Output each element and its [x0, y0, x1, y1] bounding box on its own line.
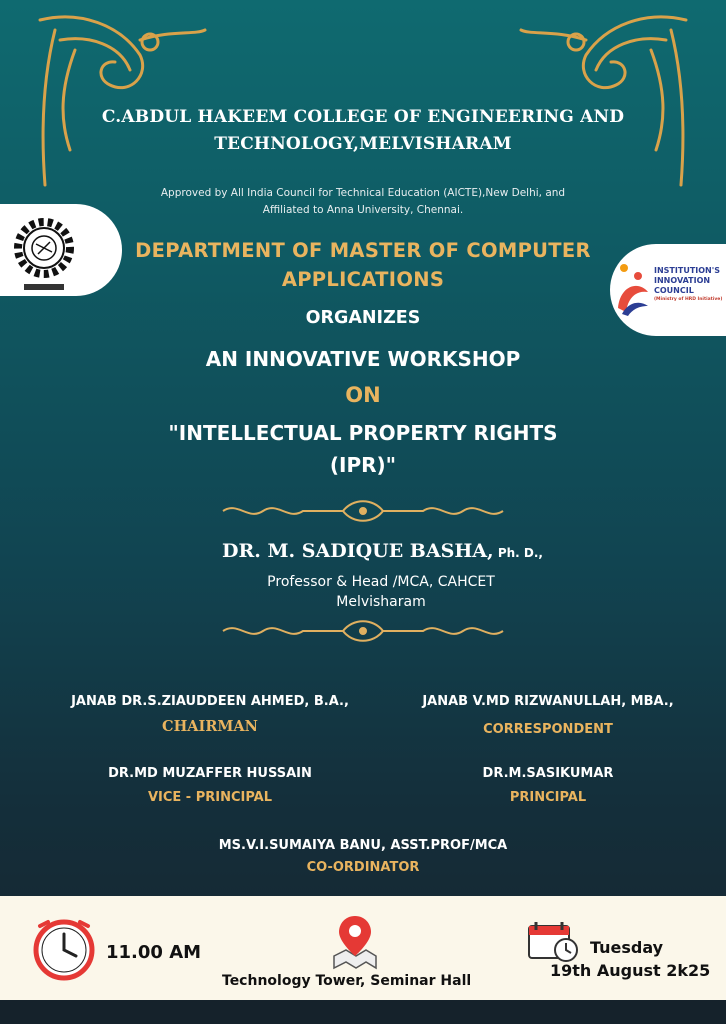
vice-principal-title: VICE - PRINCIPAL	[147, 790, 273, 805]
speaker-name-text: DR. M. SADIQUE BASHA,	[222, 540, 494, 562]
iic-line2: INNOVATION	[654, 276, 711, 285]
event-time: 11.00 AM	[106, 942, 202, 963]
speaker-degree: Ph. D.,	[493, 546, 543, 560]
chairman-title: CHAIRMAN	[162, 718, 258, 735]
correspondent-title: CORRESPONDENT	[483, 722, 613, 737]
department-line2: APPLICATIONS	[281, 268, 445, 291]
correspondent-name: JANAB V.MD RIZWANULLAH, MBA.,	[422, 694, 674, 709]
location-pin-icon	[330, 912, 380, 970]
event-title-line2: (IPR)"	[329, 453, 397, 477]
approval-line2: Affiliated to Anna University, Chennai.	[262, 204, 464, 216]
event-title	[0, 417, 726, 481]
flourish-icon	[516, 0, 726, 200]
calendar-icon	[526, 920, 580, 964]
speaker-role-line2: Melvisharam	[336, 594, 426, 610]
coordinator-name: MS.V.I.SUMAIYA BANU, ASST.PROF/MCA	[218, 838, 508, 853]
event-title-line1: "INTELLECTUAL PROPERTY RIGHTS	[168, 421, 558, 445]
coordinator-title: CO-ORDINATOR	[306, 860, 420, 875]
iic-line3: COUNCIL	[654, 286, 694, 295]
flourish-icon	[218, 498, 508, 524]
workshop-heading: AN INNOVATIVE WORKSHOP	[205, 347, 521, 371]
flourish-icon	[0, 0, 210, 200]
flourish-icon	[218, 618, 508, 644]
approval-line1: Approved by All India Council for Technical Education (AICTE),New Delhi, and	[160, 187, 566, 199]
event-date: 19th August 2k25	[550, 961, 711, 980]
college-name	[0, 104, 726, 158]
clock-icon	[30, 916, 98, 984]
speaker-name	[222, 540, 543, 562]
speaker-role	[0, 572, 726, 612]
department-line1: DEPARTMENT OF MASTER OF COMPUTER	[135, 239, 591, 262]
department-heading	[0, 236, 726, 294]
chairman-name: JANAB DR.S.ZIAUDDEEN AHMED, B.A.,	[71, 694, 349, 709]
vice-principal-name: DR.MD MUZAFFER HUSSAIN	[108, 766, 312, 781]
footer-strip	[0, 1000, 726, 1024]
college-name-line2: TECHNOLOGY,MELVISHARAM	[214, 134, 512, 154]
iic-line1: INSTITUTION'S	[654, 266, 720, 275]
principal-name: DR.M.SASIKUMAR	[482, 766, 614, 781]
organizes-text: ORGANIZES	[305, 308, 421, 328]
college-name-line1: C.ABDUL HAKEEM COLLEGE OF ENGINEERING AND	[101, 107, 625, 127]
speaker-role-line1: Professor & Head /MCA, CAHCET	[267, 574, 495, 590]
iic-sub: (Ministry of HRD Initiative)	[654, 297, 723, 302]
principal-title: PRINCIPAL	[509, 790, 587, 805]
on-text: ON	[345, 383, 381, 407]
event-venue: Technology Tower, Seminar Hall	[222, 973, 472, 989]
event-day: Tuesday	[590, 938, 664, 957]
